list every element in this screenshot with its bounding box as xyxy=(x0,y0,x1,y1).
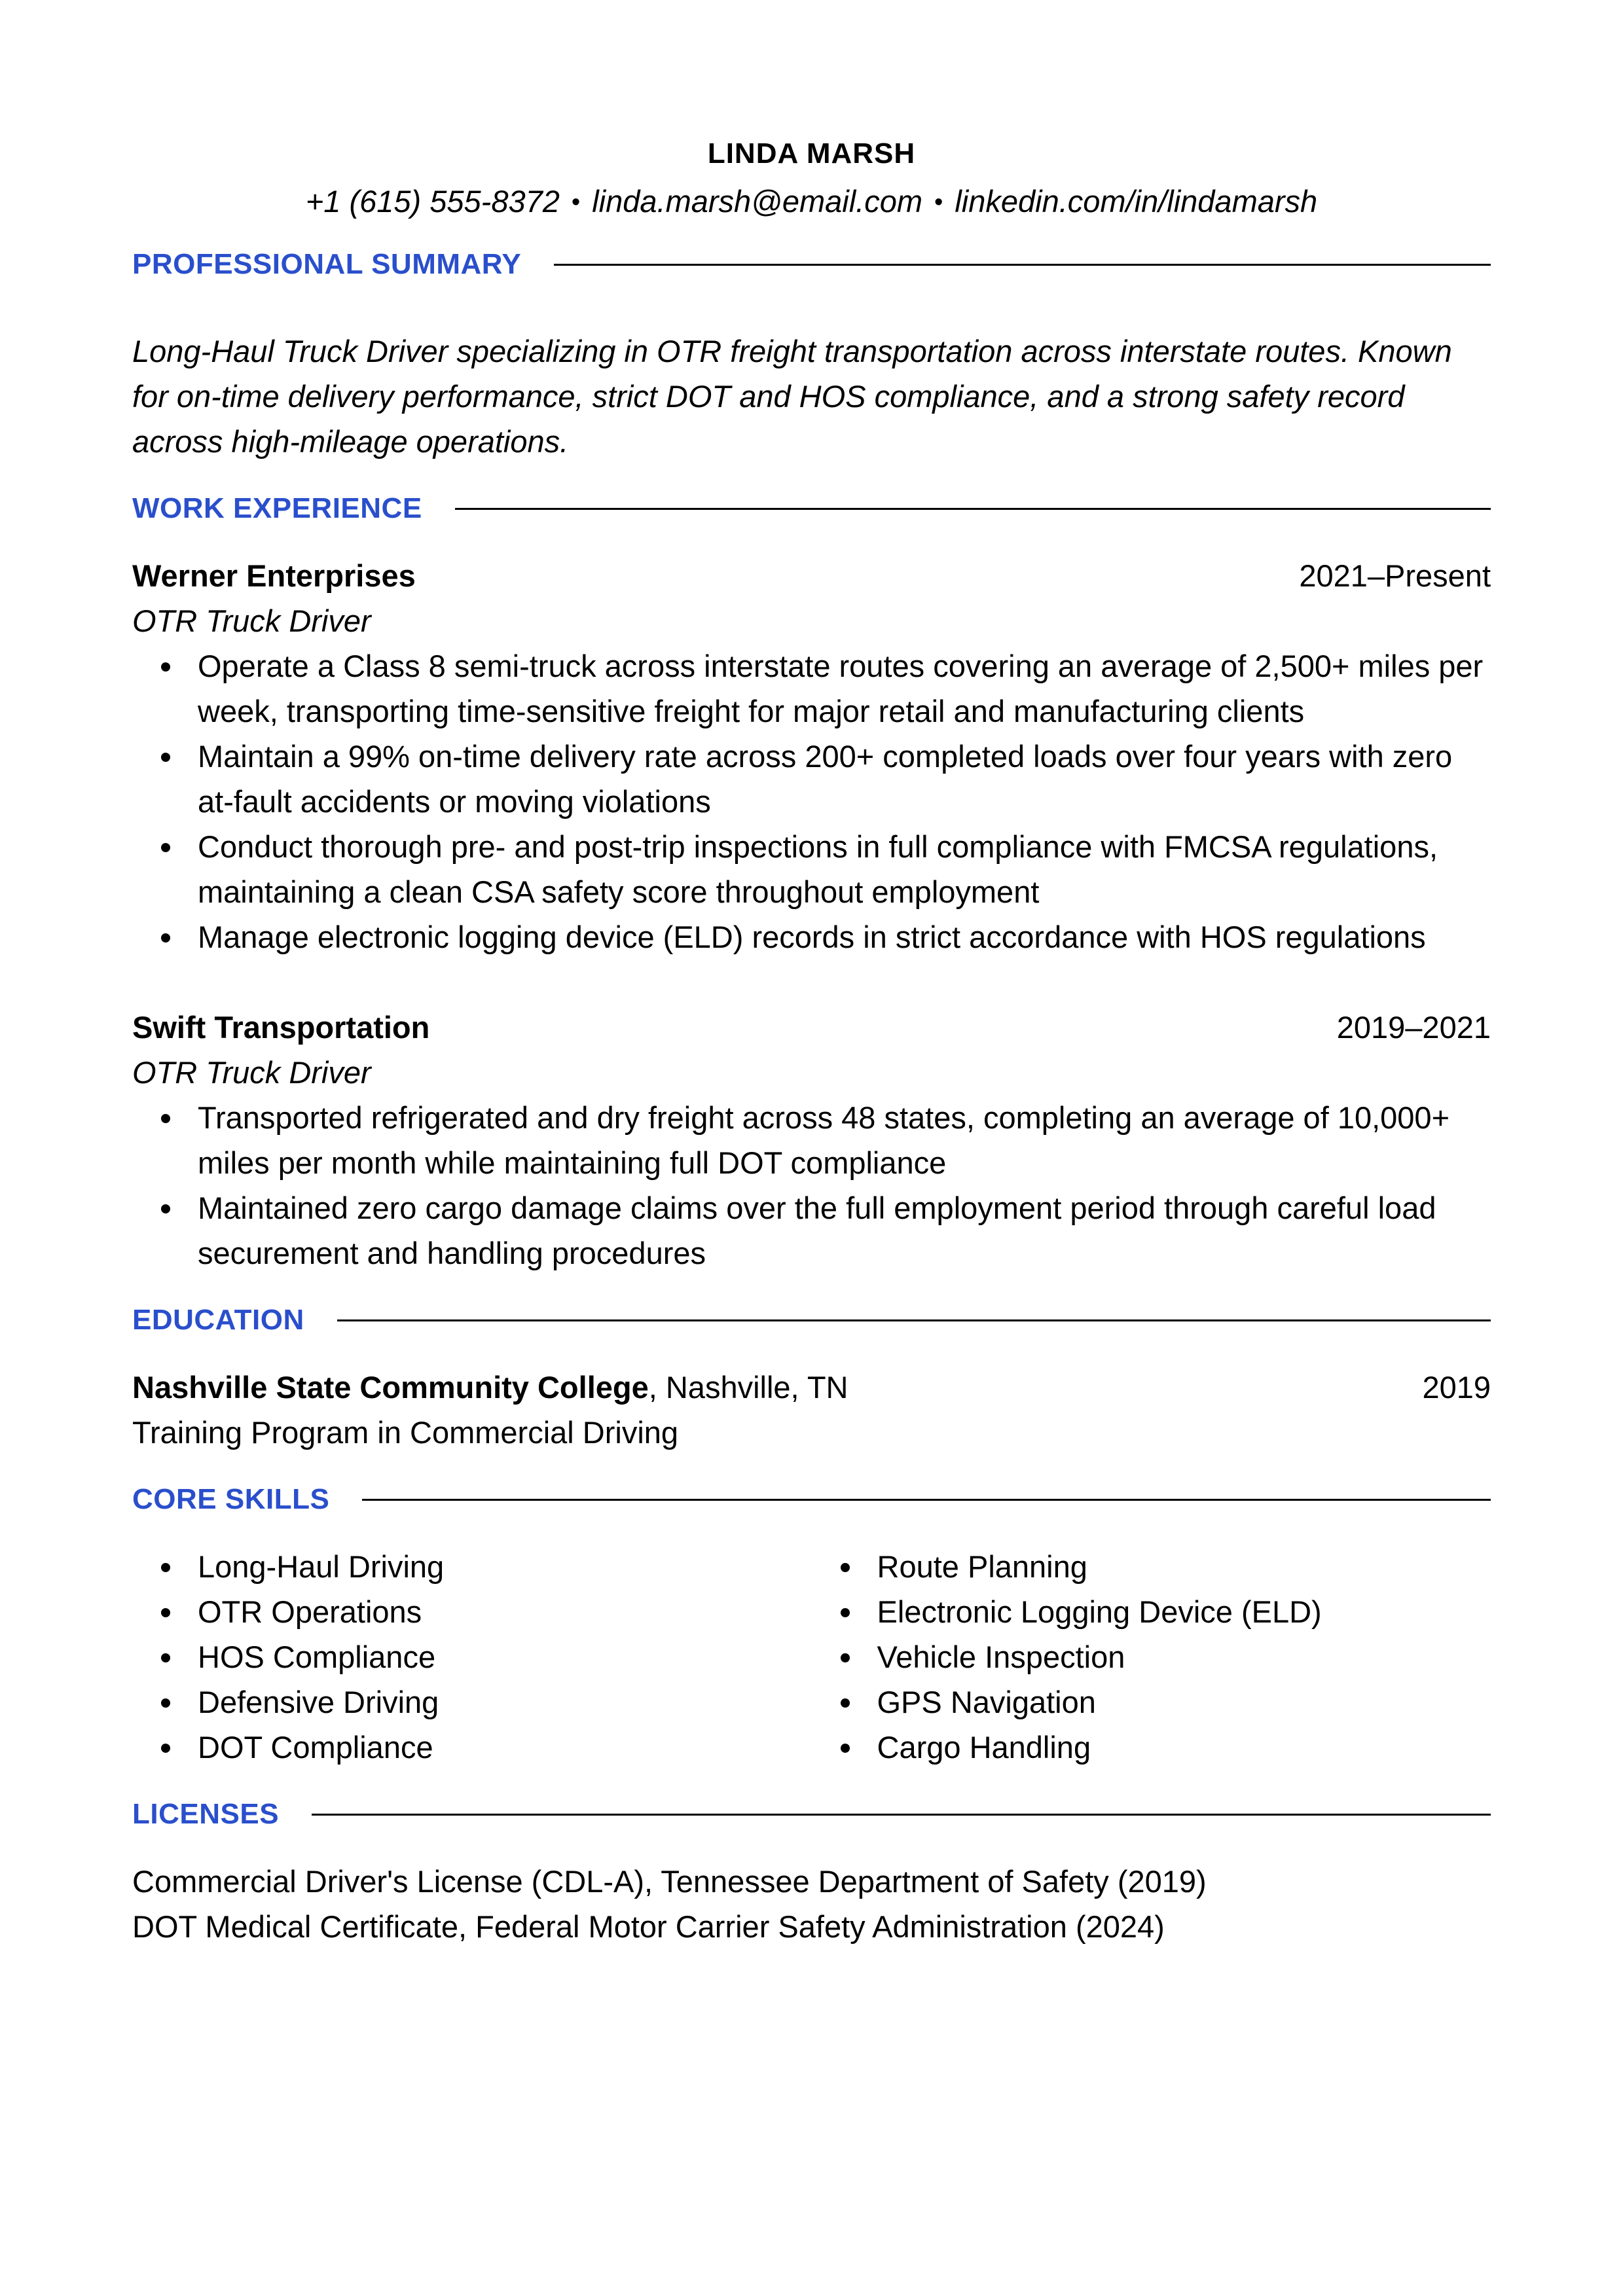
bullet-dot xyxy=(161,1204,170,1213)
section-divider xyxy=(337,1319,1491,1321)
bullet-dot xyxy=(841,1653,850,1662)
skills-column-left xyxy=(132,1544,812,1770)
contact-separator: • xyxy=(934,188,943,216)
skills-column-right xyxy=(812,1544,1491,1770)
candidate-name: LINDA MARSH xyxy=(707,137,916,170)
job-entry xyxy=(132,553,1491,960)
section-title: EDUCATION xyxy=(132,1304,304,1336)
bullet-item xyxy=(132,1185,1491,1276)
education-year: 2019 xyxy=(1422,1370,1491,1405)
job-title: OTR Truck Driver xyxy=(132,1055,371,1090)
skill-item xyxy=(812,1544,1491,1589)
skill-text: Vehicle Inspection xyxy=(877,1640,1125,1674)
education-program: Training Program in Commercial Driving xyxy=(132,1415,679,1450)
contact-line xyxy=(132,179,1491,225)
skill-text: Electronic Logging Device (ELD) xyxy=(877,1594,1322,1629)
company-name: Werner Enterprises xyxy=(132,558,416,593)
school-location: , Nashville, TN xyxy=(648,1370,848,1405)
bullet-dot xyxy=(161,662,170,672)
bullet-dot xyxy=(161,1608,170,1617)
license-item: Commercial Driver's License (CDL-A), Tennessee Department of Safety (2019) xyxy=(132,1864,1207,1899)
job-bullets xyxy=(132,1095,1491,1276)
bullet-text: Transported refrigerated and dry freight across 48 states, completing an average of 10,000+ miles per month while maintaining full DOT compliance xyxy=(198,1100,1450,1180)
bullet-dot xyxy=(841,1698,850,1708)
section-divider xyxy=(362,1499,1491,1501)
skill-text: Route Planning xyxy=(877,1549,1087,1584)
bullet-text: Conduct thorough pre- and post-trip inspections in full compliance with FMCSA regulations, maintaining a clean CSA safety score throughout employment xyxy=(198,829,1438,909)
job-dates: 2021–Present xyxy=(1299,558,1491,593)
section-title: WORK EXPERIENCE xyxy=(132,492,422,524)
skill-item xyxy=(132,1679,812,1725)
bullet-dot xyxy=(161,843,170,852)
license-item: DOT Medical Certificate, Federal Motor Carrier Safety Administration (2024) xyxy=(132,1909,1165,1944)
bullet-item xyxy=(132,1095,1491,1185)
skill-item xyxy=(812,1634,1491,1679)
resume-header xyxy=(132,0,1491,225)
bullet-dot xyxy=(161,1744,170,1753)
bullet-dot xyxy=(161,753,170,762)
education-entry xyxy=(132,1365,1491,1455)
job-header xyxy=(132,553,1491,598)
skill-text: OTR Operations xyxy=(198,1594,422,1629)
section-title: CORE SKILLS xyxy=(132,1483,330,1515)
skill-text: Long-Haul Driving xyxy=(198,1549,445,1584)
licenses-section-header xyxy=(132,1791,1491,1837)
skills-section-header xyxy=(132,1477,1491,1522)
skill-text: DOT Compliance xyxy=(198,1730,433,1765)
bullet-text: Maintained zero cargo damage claims over the full employment period through careful load securement and handling procedures xyxy=(198,1191,1436,1270)
skill-item xyxy=(132,1634,812,1679)
section-divider xyxy=(455,508,1491,510)
bullet-dot xyxy=(161,933,170,942)
section-divider xyxy=(312,1814,1491,1816)
education-section-header xyxy=(132,1297,1491,1343)
job-bullets xyxy=(132,643,1491,960)
section-divider xyxy=(554,264,1491,266)
bullet-dot xyxy=(161,1114,170,1123)
bullet-item xyxy=(132,914,1491,960)
section-title: PROFESSIONAL SUMMARY xyxy=(132,248,522,280)
bullet-dot xyxy=(161,1563,170,1572)
bullet-dot xyxy=(841,1744,850,1753)
linkedin-url: linkedin.com/in/lindamarsh xyxy=(955,184,1318,219)
skill-item xyxy=(132,1544,812,1589)
education-header xyxy=(132,1365,1491,1410)
school-name: Nashville State Community College xyxy=(132,1370,649,1405)
skill-text: Cargo Handling xyxy=(877,1730,1091,1765)
company-name: Swift Transportation xyxy=(132,1010,430,1045)
job-header xyxy=(132,1005,1491,1050)
bullet-text: Maintain a 99% on-time delivery rate across 200+ completed loads over four years with zero at-fault accidents or moving violations xyxy=(198,739,1453,819)
summary-text: Long-Haul Truck Driver specializing in OTR freight transportation across interstate routes. Known for on-time delivery performance, strict DOT and HOS compliance, and a strong safety record across high-mileage operations. xyxy=(132,334,1452,459)
bullet-text: Operate a Class 8 semi-truck across interstate routes covering an average of 2,500+ miles per week, transporting time-sensitive freight for major retail and manufacturing clients xyxy=(198,649,1484,728)
skill-item xyxy=(812,1725,1491,1770)
experience-section-header xyxy=(132,486,1491,531)
skill-text: GPS Navigation xyxy=(877,1685,1096,1719)
bullet-dot xyxy=(841,1563,850,1572)
skill-item xyxy=(132,1589,812,1634)
contact-separator: • xyxy=(571,188,581,216)
job-dates: 2019–2021 xyxy=(1336,1010,1491,1045)
bullet-item xyxy=(132,824,1491,914)
skills-list xyxy=(132,1544,1491,1770)
summary-section-header xyxy=(132,242,1491,287)
bullet-text: Manage electronic logging device (ELD) records in strict accordance with HOS regulations xyxy=(198,920,1426,954)
bullet-dot xyxy=(161,1698,170,1708)
email-address: linda.marsh@email.com xyxy=(592,184,923,219)
bullet-item xyxy=(132,734,1491,824)
skill-item xyxy=(132,1725,812,1770)
section-title: LICENSES xyxy=(132,1798,280,1830)
job-title: OTR Truck Driver xyxy=(132,603,371,638)
skill-text: HOS Compliance xyxy=(198,1640,436,1674)
skill-item xyxy=(812,1589,1491,1634)
phone-number: +1 (615) 555-8372 xyxy=(305,184,560,219)
skill-item xyxy=(812,1679,1491,1725)
bullet-dot xyxy=(841,1608,850,1617)
bullet-item xyxy=(132,643,1491,734)
licenses-list xyxy=(132,1859,1491,1949)
job-entry xyxy=(132,1005,1491,1276)
skill-text: Defensive Driving xyxy=(198,1685,439,1719)
bullet-dot xyxy=(161,1653,170,1662)
